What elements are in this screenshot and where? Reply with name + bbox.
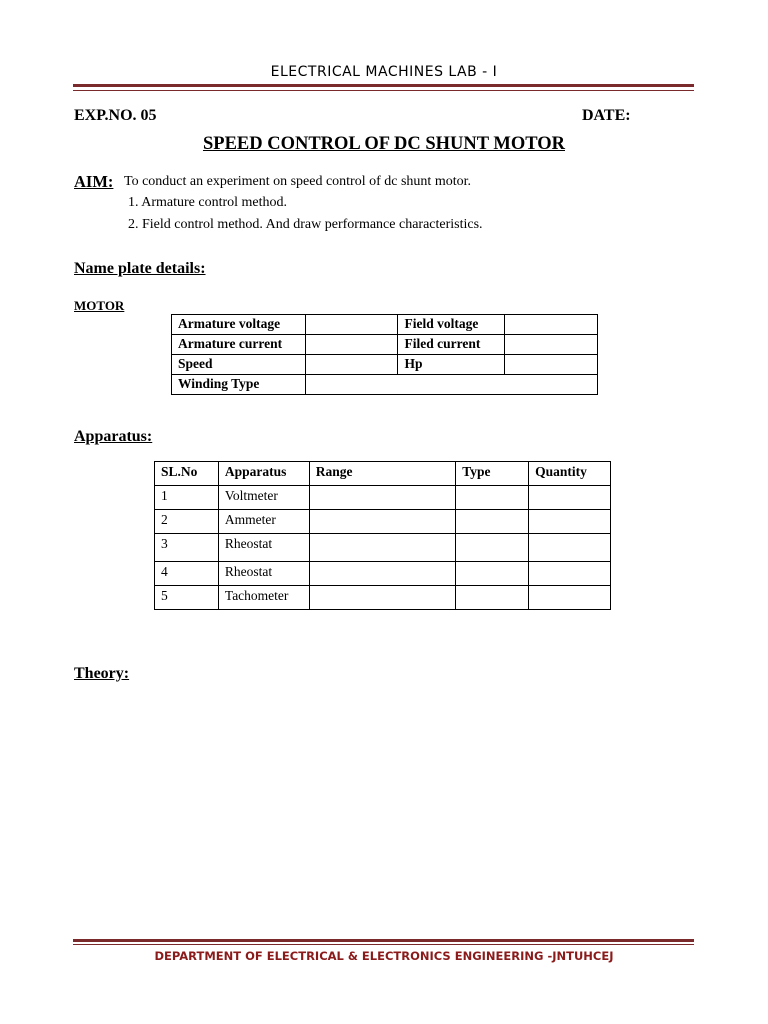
date-label: DATE: <box>582 107 631 124</box>
table-cell: 2 <box>155 510 219 534</box>
table-cell <box>305 315 398 335</box>
table-cell <box>309 586 455 610</box>
footer-rule <box>73 939 694 942</box>
table-row <box>172 375 598 395</box>
table-cell <box>305 355 398 375</box>
aim-item: 1. Armature control method. <box>128 195 288 210</box>
table-cell <box>456 486 529 510</box>
aim-text: To conduct an experiment on speed control of dc shunt motor. <box>124 174 471 189</box>
table-row <box>172 315 598 335</box>
table-cell: Filed current <box>398 335 505 355</box>
table-cell <box>529 534 611 562</box>
table-cell: Rheostat <box>218 562 309 586</box>
footer-text: DEPARTMENT OF ELECTRICAL & ELECTRONICS ENGINEERING -JNTUHCEJ <box>154 949 614 963</box>
table-cell: Speed <box>172 355 306 375</box>
table-row <box>155 562 611 586</box>
table-cell: 4 <box>155 562 219 586</box>
table-cell <box>505 335 598 355</box>
column-header: Range <box>309 462 455 486</box>
table-cell: Ammeter <box>218 510 309 534</box>
column-header: Apparatus <box>218 462 309 486</box>
apparatus-table <box>154 461 611 610</box>
column-header: SL.No <box>155 462 219 486</box>
table-cell: Armature voltage <box>172 315 306 335</box>
table-cell: Field voltage <box>398 315 505 335</box>
table-cell <box>505 355 598 375</box>
table-row <box>172 355 598 375</box>
table-cell <box>456 562 529 586</box>
theory-heading: Theory: <box>74 665 130 682</box>
table-row <box>155 534 611 562</box>
experiment-number: EXP.NO. 05 <box>74 107 157 124</box>
table-cell <box>456 534 529 562</box>
header-rule-thin <box>73 90 694 91</box>
table-cell: Armature current <box>172 335 306 355</box>
footer-rule-thin <box>73 944 694 945</box>
motor-label: MOTOR <box>74 298 125 313</box>
table-cell <box>529 510 611 534</box>
table-cell <box>309 562 455 586</box>
table-cell: Rheostat <box>218 534 309 562</box>
apparatus-heading: Apparatus: <box>74 428 153 445</box>
column-header: Type <box>456 462 529 486</box>
table-row <box>172 335 598 355</box>
table-header-row <box>155 462 611 486</box>
table-cell: 3 <box>155 534 219 562</box>
table-cell: Tachometer <box>218 586 309 610</box>
aim-item: 2. Field control method. And draw performance characteristics. <box>128 217 483 232</box>
aim-label: AIM: <box>74 172 114 191</box>
table-row <box>155 586 611 610</box>
table-row <box>155 510 611 534</box>
header-title: ELECTRICAL MACHINES LAB - I <box>270 64 498 80</box>
table-cell <box>505 315 598 335</box>
table-cell <box>529 486 611 510</box>
table-cell <box>456 510 529 534</box>
table-cell: 5 <box>155 586 219 610</box>
page-title: SPEED CONTROL OF DC SHUNT MOTOR <box>202 134 565 154</box>
nameplate-table <box>171 314 598 395</box>
table-cell: Voltmeter <box>218 486 309 510</box>
table-cell: Hp <box>398 355 505 375</box>
nameplate-heading: Name plate details: <box>74 260 206 277</box>
table-cell <box>309 534 455 562</box>
table-cell <box>305 335 398 355</box>
table-cell <box>456 586 529 610</box>
table-cell <box>309 486 455 510</box>
header-rule <box>73 84 694 87</box>
table-cell <box>529 562 611 586</box>
table-cell: 1 <box>155 486 219 510</box>
table-cell <box>305 375 597 395</box>
column-header: Quantity <box>529 462 611 486</box>
table-cell <box>529 586 611 610</box>
table-cell: Winding Type <box>172 375 306 395</box>
table-row <box>155 486 611 510</box>
table-cell <box>309 510 455 534</box>
